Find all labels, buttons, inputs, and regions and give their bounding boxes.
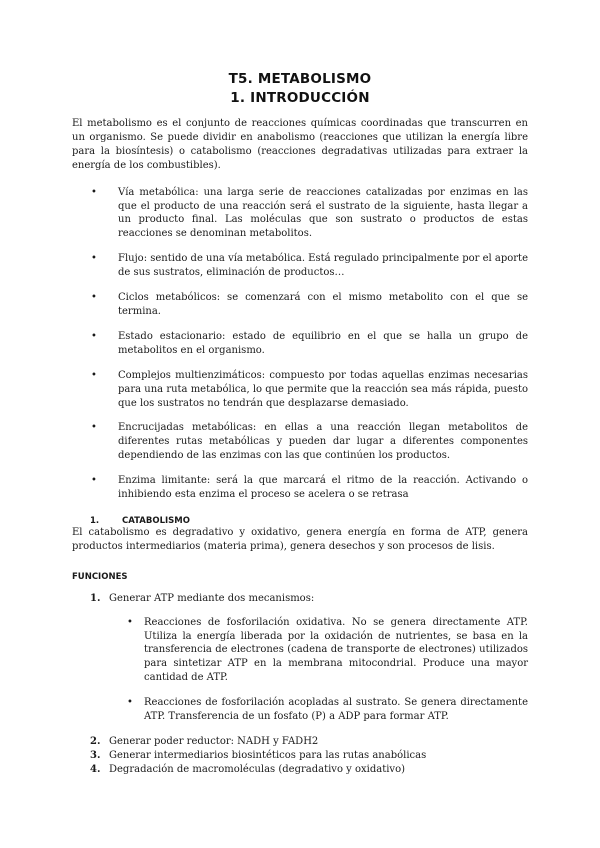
concept-text: Ciclos metabólicos: se comenzará con el mismo metabolito con el que se termina. [118,292,528,317]
intro-paragraph: El metabolismo es el conjunto de reacciones químicas coordinadas que transcurren en un organismo. Se puede dividir en anabolismo (reacciones que utilizan la energía libre para la biosíntesis) o catabolismo (reacciones degradativas utilizadas para extraer la energía de los combustibles). [72,118,528,171]
list-item [72,474,528,502]
section-title: 1. INTRODUCCIÓN [230,90,370,106]
item-number: 3. [90,749,101,761]
functions-heading: FUNCIONES [72,571,128,582]
mechanisms-list [109,616,528,724]
mechanism-text: Reacciones de fosforilación oxidativa. No se genera directamente ATP. Utiliza la energía liberada por la oxidación de nutrientes, se basa en la transferencia de electrones (cadena de transporte de electrones) utilizados para sintetizar ATP en la membrana mitocondrial. Produce una mayor cantidad de ATP. [144,616,528,684]
concepts-list [72,186,528,502]
concept-text: Enzima limitante: será la que marcará el ritmo de la reacción. Activando o inhibiendo esta enzima el proceso se acelera o se retrasa [118,475,528,501]
function-text: Generar ATP mediante dos mecanismos: [109,592,315,604]
functions-list [72,592,528,777]
function-text: Generar poder reductor: NADH y FADH2 [109,736,319,747]
list-item [72,763,528,777]
list-item [72,369,528,411]
item-number: 4. [90,763,101,775]
bullet-icon: • [127,697,133,709]
list-item [109,616,528,686]
list-item [72,421,528,463]
list-item [72,186,528,242]
bullet-icon: • [127,616,133,628]
bullet-icon: • [91,186,97,198]
concept-text: Vía metabólica: una larga serie de reacciones catalizadas por enzimas en las que el producto de una reacción será el sustrato de la siguiente, hasta llegar a un producto final. Las moléculas que son sustrato o productos de estas reacciones se denominan metabolitos. [118,186,528,240]
bullet-icon: • [91,253,97,265]
bullet-icon: • [91,422,97,434]
concept-text: Flujo: sentido de una vía metabólica. Está regulado principalmente por el aporte de sus sustratos, eliminación de productos… [118,253,528,279]
bullet-icon: • [91,369,97,381]
list-item [72,735,528,749]
function-text: Degradación de macromoléculas (degradativo y oxidativo) [109,763,405,775]
concept-text: Complejos multienzimáticos: compuesto por todas aquellas enzimas necesarias para una ruta metabólica, lo que permite que la reacción sea más rápida, puesto que los sustratos no tendrán que desplazarse demasiado. [118,369,528,409]
bullet-icon: • [91,292,97,304]
list-item [72,252,528,280]
catabolism-paragraph: El catabolismo es degradativo y oxidativo, genera energía en forma de ATP, genera productos intermediarios (materia prima), genera desechos y son procesos de lisis. [72,526,528,552]
mechanism-text: Reacciones de fosforilación acopladas al sustrato. Se genera directamente ATP. Transferencia de un fosfato (P) a ADP para formar ATP. [144,697,528,723]
bullet-icon: • [91,330,97,342]
item-number: 1. [90,592,101,604]
concept-text: Encrucijadas metabólicas: en ellas a una reacción llegan metabolitos de diferentes rutas metabólicas y pueden dar lugar a diferentes componentes dependiendo de las enzimas con las que continúen los productos. [118,422,528,462]
section-number: 1. [90,515,100,526]
catabolism-heading [72,516,528,526]
list-item [109,696,528,724]
list-item [72,330,528,358]
title-block [72,70,528,108]
chapter-title: T5. METABOLISMO [228,71,372,87]
list-item [72,749,528,763]
list-item [72,592,528,724]
list-item [72,291,528,319]
concept-text: Estado estacionario: estado de equilibrio en el que se halla un grupo de metabolitos en el organismo. [118,330,528,356]
item-number: 2. [90,736,101,747]
bullet-icon: • [91,475,97,487]
section-heading-text: CATABOLISMO [122,515,190,526]
function-text: Generar intermediarios biosintéticos para las rutas anabólicas [109,749,427,761]
